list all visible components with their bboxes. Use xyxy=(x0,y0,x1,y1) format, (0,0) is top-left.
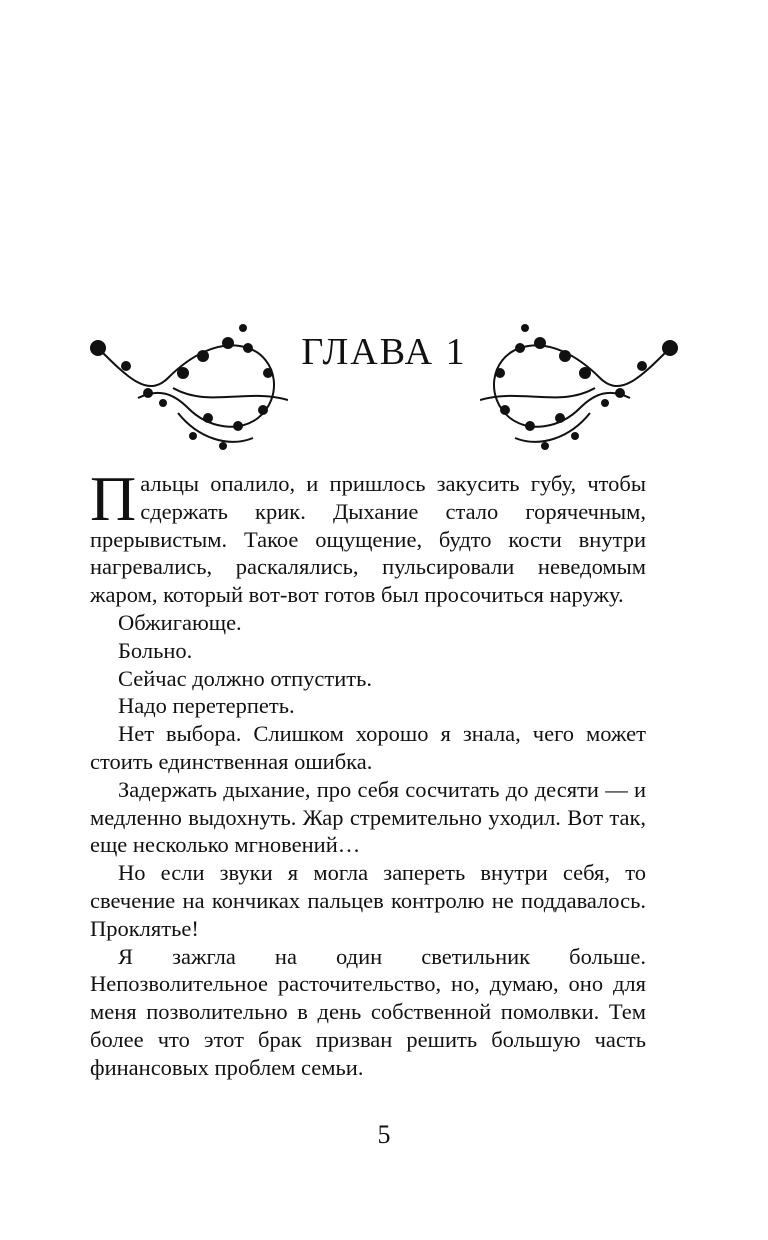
paragraph: Больно. xyxy=(118,637,193,663)
chapter-header xyxy=(78,318,690,468)
paragraph: Сейчас должно отпустить. xyxy=(118,665,372,691)
paragraph xyxy=(90,463,646,609)
rose-vine-icon xyxy=(480,318,690,468)
chapter-title: ГЛАВА 1 xyxy=(301,331,467,373)
paragraph: Надо перетерпеть. xyxy=(118,693,295,719)
paragraph: Нет выбора. Слишком хорошо я знала, чего может стоить единственная ошибка. xyxy=(90,721,646,774)
chapter-body xyxy=(90,463,646,1082)
paragraph-text: альцы опалило, и пришлось закусить губу, чтобы сдержать крик. Дыхание стало горячечным, прерывистым. Такое ощущение, будто кости внутри нагревались, раскалялись, пульсировали неведомым жаром, который вот-вот готов был просочиться наружу. xyxy=(90,471,646,608)
drop-cap: П xyxy=(90,463,137,534)
paragraph: Задержать дыхание, про себя сосчитать до десяти — и медленно выдохнуть. Жар стремительно уходил. Вот так, еще несколько мгновений… xyxy=(90,776,646,858)
paragraph: Но если звуки я могла запереть внутри себя, то свечение на кончиках пальцев контролю не поддавалось. Проклятье! xyxy=(90,860,646,941)
paragraph: Я зажгла на один светильник больше. Непозволительное расточительство, но, думаю, оно для меня позволительно в день собственной помолвки. Тем более что этот брак призван решить большую часть финансовых проблем семьи. xyxy=(90,943,646,1080)
paragraph: Обжигающе. xyxy=(118,609,242,635)
page-number: 5 xyxy=(377,1120,391,1149)
